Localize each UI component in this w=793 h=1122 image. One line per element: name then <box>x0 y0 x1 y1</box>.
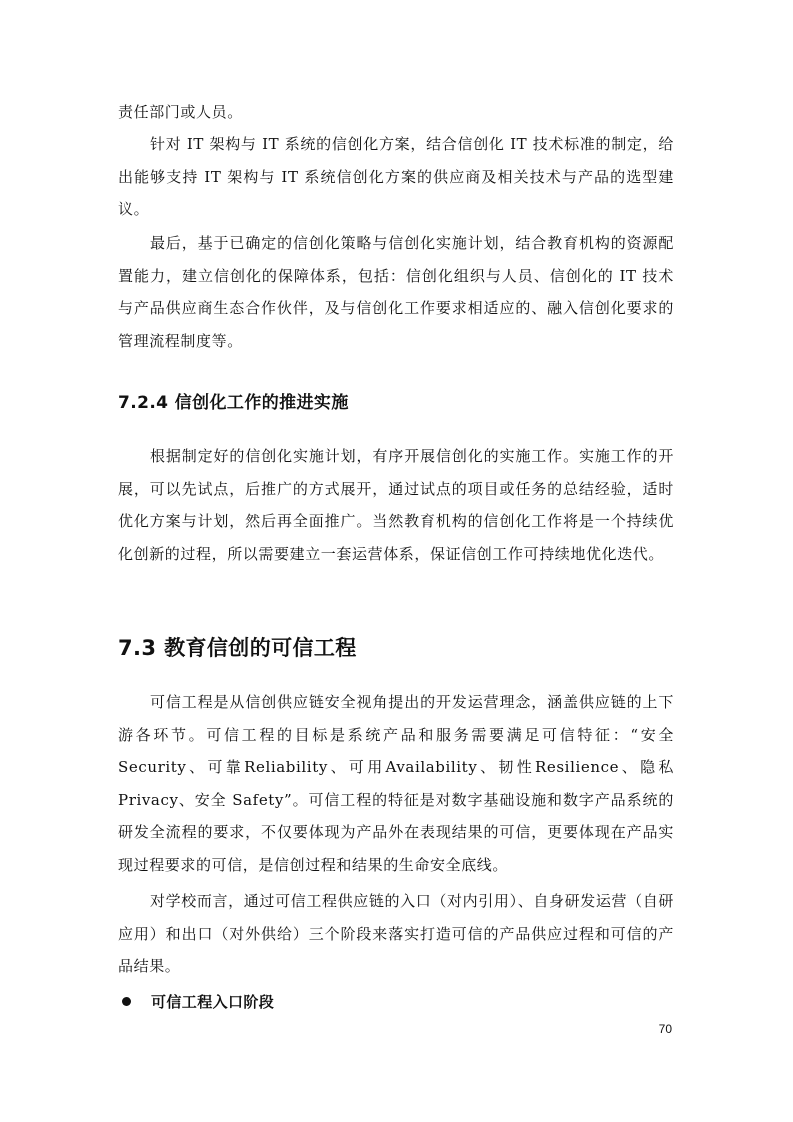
bullet-label: 可信工程入口阶段 <box>151 992 275 1011</box>
paragraph-school-stages: 对学校而言，通过可信工程供应链的入口（对内引用）、自身研发运营（自研应用）和出口（对外供给）三个阶段来落实打造可信的产品供应过程和可信的产品结果。 <box>118 892 674 975</box>
paragraph-trusted-engineering: 可信工程是从信创供应链安全视角提出的开发运营理念，涵盖供应链的上下游各环节。可信工程的目标是系统产品和服务需要满足可信特征：“安全 Security、可靠Reliability、可用Availability、韧性Resilience、隐私Privacy、安全 Safety”。可信工程的特征是对数字基础设施和数字产品系统的研发全流程的要求，不仅要体现为产品外在表现结果的可信，更要体现在产品实现过程要求的可信，是信创过程和结果的生命安全底线。 <box>118 693 674 874</box>
section-heading-7-2-4: 7.2.4 信创化工作的推进实施 <box>118 393 349 413</box>
paragraph-implementation: 根据制定好的信创化实施计划，有序开展信创化的实施工作。实施工作的开展，可以先试点，后推广的方式展开，通过试点的项目或任务的总结经验，适时优化方案与计划，然后再全面推广。当然教育机构的信创化工作将是一个持续优化创新的过程，所以需要建立一套运营体系，保证信创工作可持续地优化迭代。 <box>118 447 674 563</box>
section-heading-7-3: 7.3 教育信创的可信工程 <box>118 636 357 660</box>
bullet-list-item <box>118 989 274 1013</box>
paragraph-guarantee-system: 最后，基于已确定的信创化策略与信创化实施计划，结合教育机构的资源配置能力，建立信创化的保障体系，包括：信创化组织与人员、信创化的 IT 技术与产品供应商生态合作伙伴，及与信创化工作要求相适应的、融入信创化要求的管理流程制度等。 <box>118 234 674 350</box>
paragraph-responsible-dept: 责任部门或人员。 <box>118 103 243 121</box>
bullet-dot-icon <box>122 997 131 1006</box>
paragraph-it-architecture: 针对 IT 架构与 IT 系统的信创化方案，结合信创化 IT 技术标准的制定，给出能够支持 IT 架构与 IT 系统信创化方案的供应商及相关技术与产品的选型建议。 <box>118 135 674 218</box>
page-number: 70 <box>658 1022 672 1036</box>
